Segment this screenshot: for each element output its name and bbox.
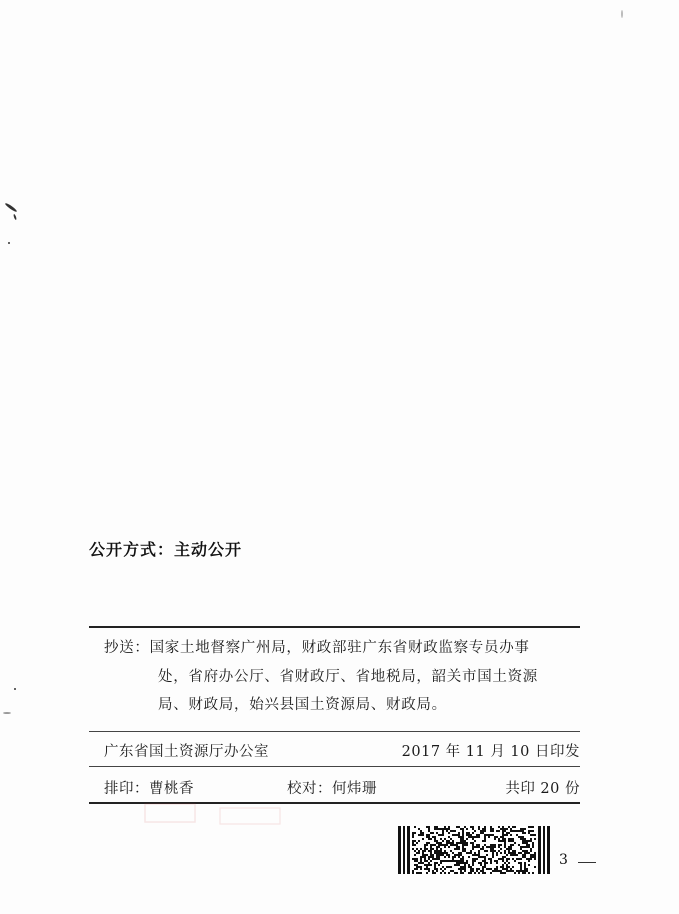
issue-date: 2017 年 11 月 10 日印发	[401, 744, 580, 760]
typesetter: 排印：曹桃香	[104, 781, 194, 797]
page-number: 3	[559, 852, 568, 868]
scan-speck	[8, 242, 10, 244]
disclosure-method: 公开方式：主动公开	[89, 540, 243, 559]
issuer-divider	[89, 766, 580, 767]
cc-line: 抄送：国家土地督察广州局，财政部驻广东省财政监察专员办事	[104, 640, 530, 656]
scan-speck	[621, 10, 623, 18]
cc-line: 处，省府办公厅、省财政厅、省地税局，韶关市国土资源	[158, 668, 538, 685]
copies-printed: 共印 20 份	[505, 781, 580, 797]
scan-speck	[13, 214, 17, 220]
qr-barcode-icon	[398, 826, 550, 874]
scan-speck	[4, 202, 17, 212]
proofreader: 校对：何炜珊	[287, 781, 377, 797]
faint-stamp-mark	[140, 800, 290, 830]
cc-line: 局、财政局，始兴县国土资源局、财政局。	[158, 697, 447, 713]
cc-block	[104, 634, 580, 720]
top-divider	[89, 626, 580, 628]
scan-speck	[3, 712, 11, 714]
page-dash	[578, 862, 596, 863]
cc-divider	[89, 731, 580, 732]
scan-speck	[14, 688, 16, 690]
issuing-office: 广东省国土资源厅办公室	[104, 744, 269, 760]
